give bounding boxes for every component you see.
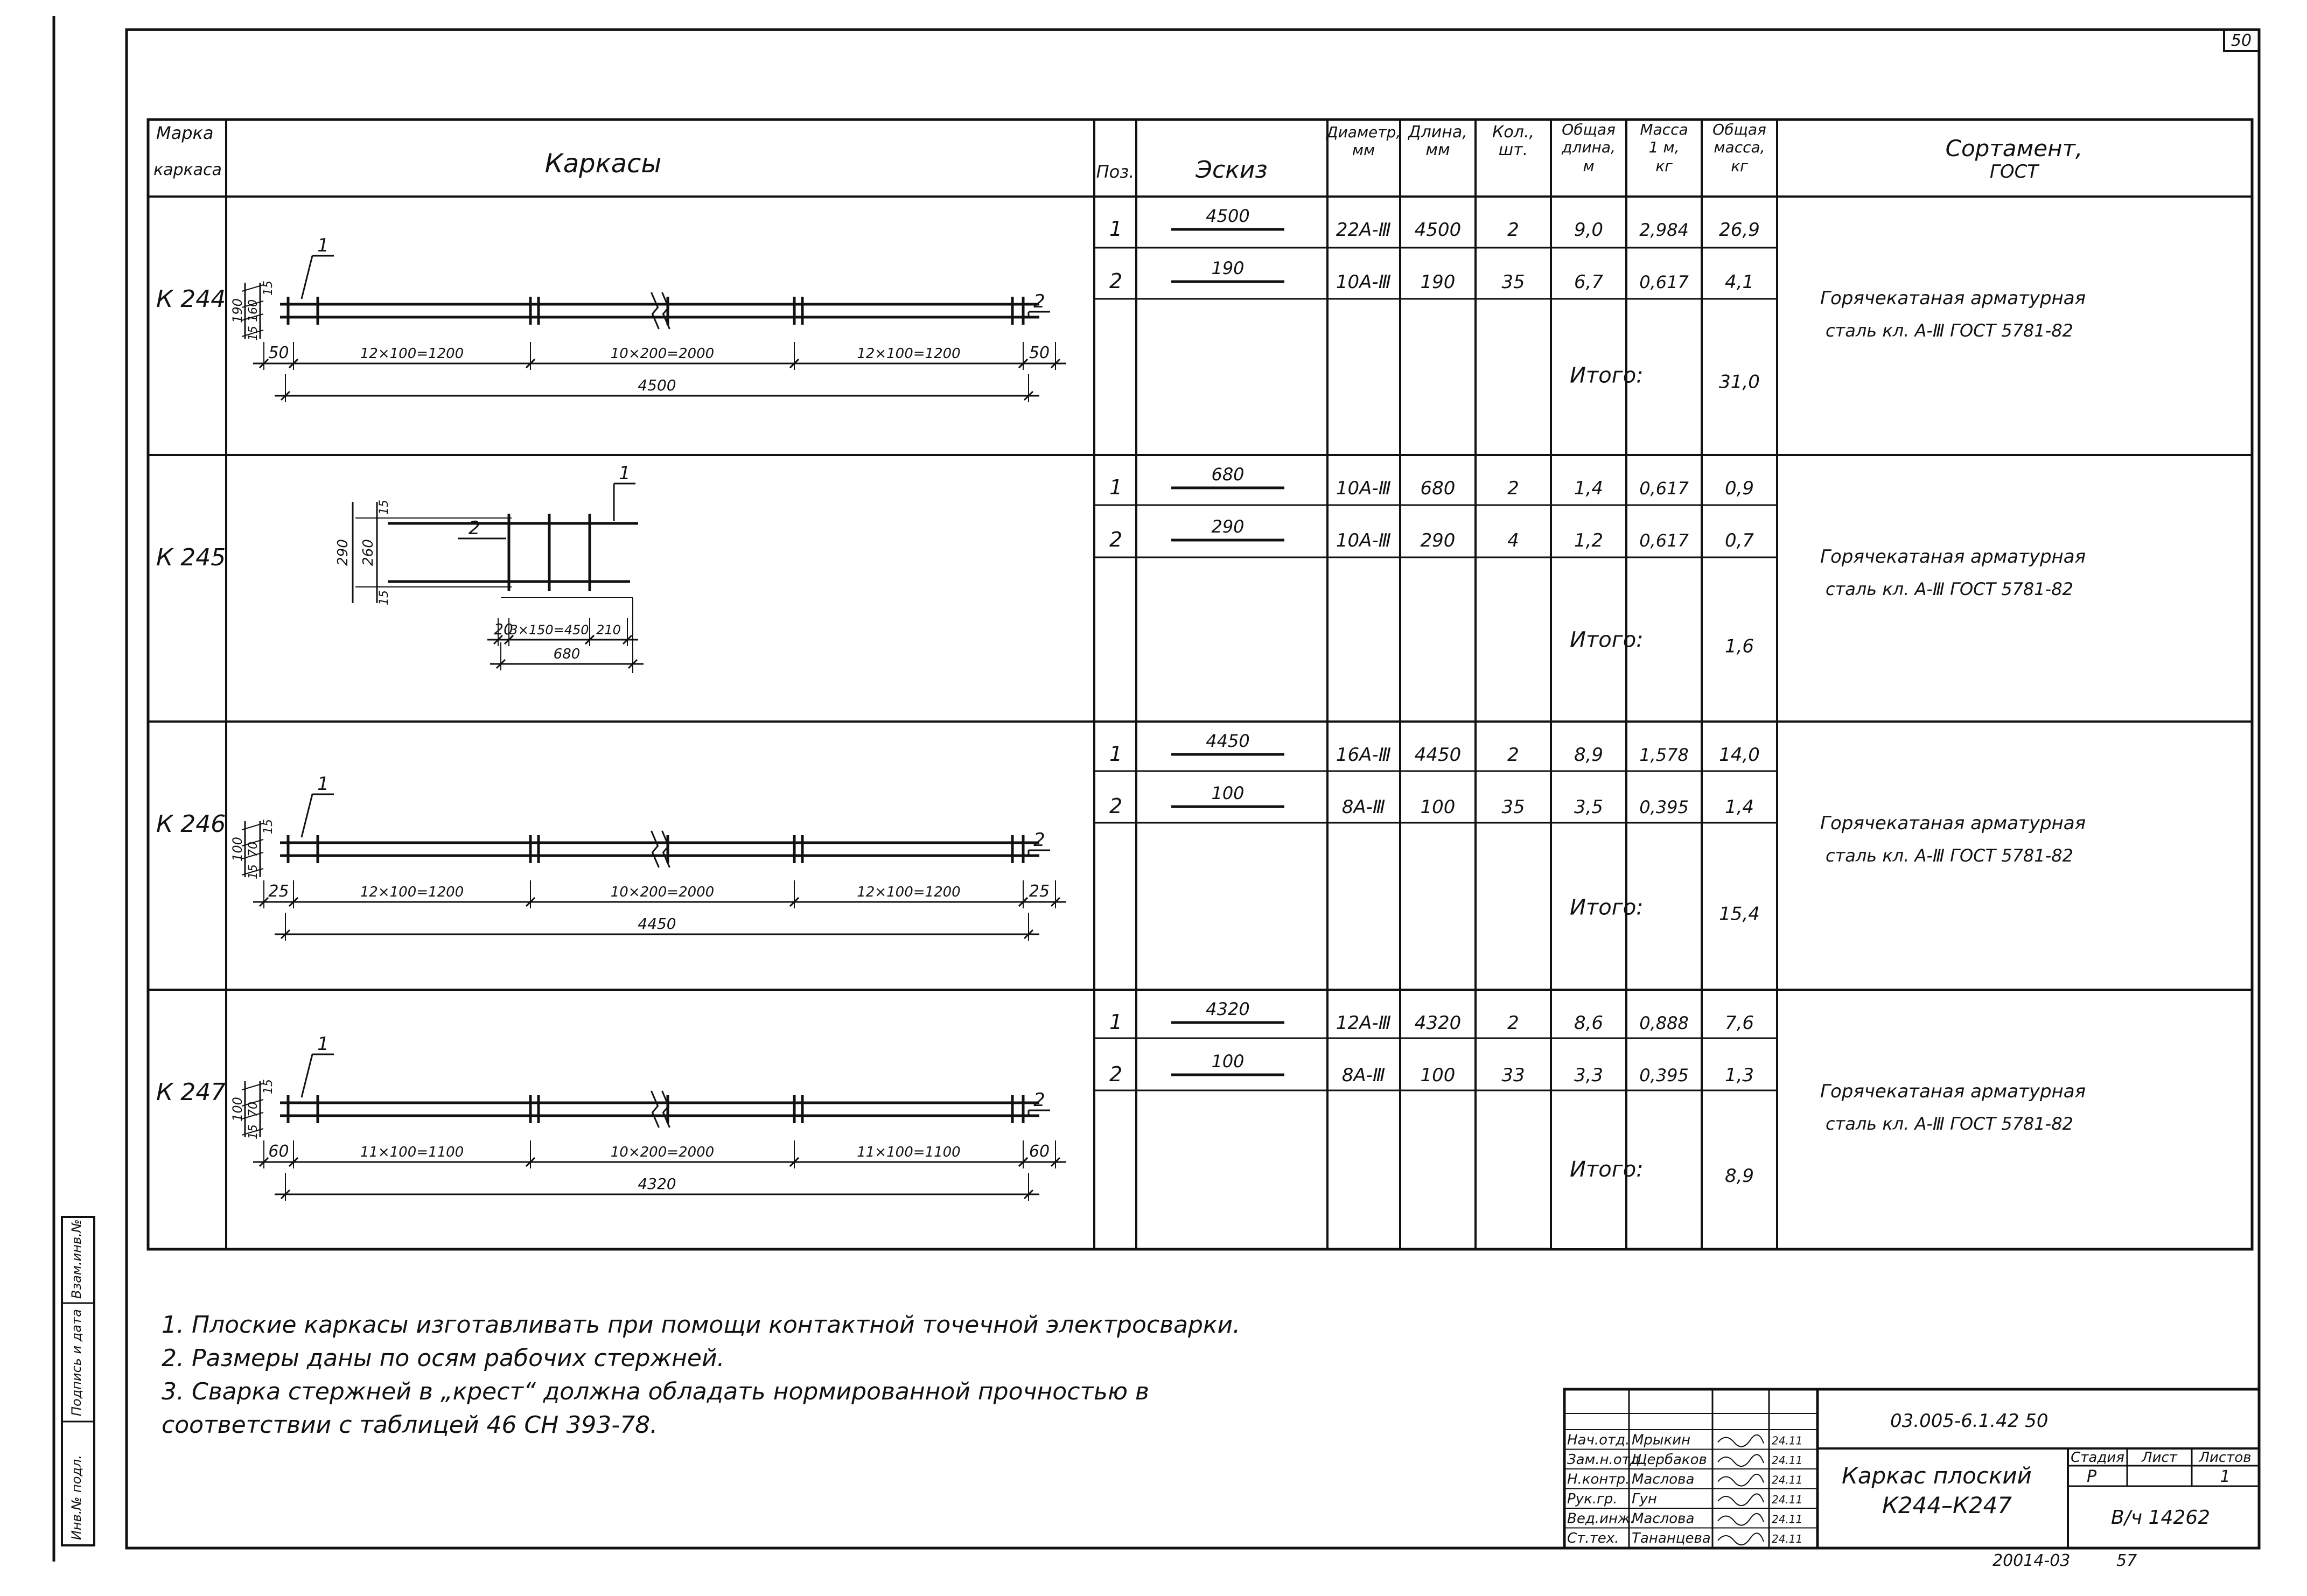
cell-length: 100 xyxy=(1420,1065,1456,1086)
dimension-label: 10×200=2000 xyxy=(610,346,715,362)
dimension-label: 3×150=450 xyxy=(509,622,589,638)
header-assortment-2: ГОСТ xyxy=(1989,161,2039,183)
cell-sketch-label: 190 xyxy=(1211,258,1245,278)
cell-sketch-label: 4450 xyxy=(1206,731,1250,751)
dimension-label: 12×100=1200 xyxy=(360,884,464,900)
dimension-label: 12×100=1200 xyxy=(857,884,961,900)
signature-icon xyxy=(1718,1454,1764,1466)
signature-row xyxy=(1567,1491,1802,1507)
callout-label: 2 xyxy=(469,517,480,539)
cell-diameter: 22А-Ⅲ xyxy=(1336,219,1392,241)
bottom-code: 20014-03 xyxy=(1993,1551,2071,1570)
dimension-label: 12×100=1200 xyxy=(857,346,961,362)
header-mass-2: 1 м, xyxy=(1648,138,1680,156)
spec-row xyxy=(1109,516,1754,551)
assortment-line-1: Горячекатаная арматурная xyxy=(1820,813,2086,834)
header-sketch: Эскиз xyxy=(1196,156,1268,184)
cell-diameter: 10А-Ⅲ xyxy=(1336,271,1392,293)
total-label: Итого: xyxy=(1570,627,1644,653)
cell-length: 100 xyxy=(1420,796,1456,818)
spec-row xyxy=(1109,999,1754,1034)
dim-total: 100 xyxy=(230,1097,245,1122)
dimension xyxy=(520,342,805,370)
role: Ст.тех. xyxy=(1567,1530,1619,1546)
dimension-label: 20 xyxy=(494,620,513,638)
cell-length: 4320 xyxy=(1414,1012,1462,1034)
dim-bot: 15 xyxy=(377,590,391,605)
doc-title-2: К244–К247 xyxy=(1882,1492,2012,1518)
doc-title-1: Каркас плоский xyxy=(1842,1462,2032,1489)
total-mass: 1,6 xyxy=(1724,635,1754,657)
frame-drawing xyxy=(280,1091,1039,1128)
cell-qty: 2 xyxy=(1507,1012,1519,1034)
dim-mid: 70 xyxy=(247,1102,260,1117)
callout-label: 1 xyxy=(317,235,329,256)
signature-row xyxy=(1567,1472,1802,1488)
spec-row xyxy=(1109,258,1754,293)
dimension-label: 11×100=1100 xyxy=(857,1144,961,1160)
cell-pos: 1 xyxy=(1109,475,1123,499)
dimension-label: 210 xyxy=(596,622,621,638)
cell-pos: 1 xyxy=(1109,742,1123,766)
sign-date: 24.11 xyxy=(1772,1513,1803,1526)
sign-date: 24.11 xyxy=(1772,1493,1803,1506)
dim-mid: 160 xyxy=(247,299,260,322)
cell-mass: 0,395 xyxy=(1639,797,1689,817)
role: Нач.отд. xyxy=(1567,1432,1630,1448)
dimension xyxy=(275,1173,1039,1201)
person-name: Маслова xyxy=(1632,1510,1695,1527)
cell-total-mass: 26,9 xyxy=(1719,219,1760,241)
doc-code: 03.005-6.1.42 50 xyxy=(1890,1410,2049,1432)
cell-pos: 1 xyxy=(1109,217,1123,241)
dim-top: 15 xyxy=(262,281,275,296)
dimension-label: 12×100=1200 xyxy=(360,346,464,362)
dimension xyxy=(784,1140,1034,1168)
callout-label: 2 xyxy=(1033,1089,1045,1111)
note-1: 1. Плоские каркасы изготавливать при помощи контактной точечной электросварки. xyxy=(162,1311,1241,1339)
frame-mark: К 244 xyxy=(156,285,226,313)
frame-mark: К 245 xyxy=(156,544,226,571)
header-mass-3: кг xyxy=(1655,157,1673,175)
dimension xyxy=(253,880,304,908)
cell-qty: 2 xyxy=(1507,744,1519,766)
header-total-mass-3: кг xyxy=(1731,157,1748,175)
cell-sketch-label: 290 xyxy=(1211,516,1245,537)
frame-drawing-k245 xyxy=(335,463,644,673)
cell-diameter: 8А-Ⅲ xyxy=(1341,1065,1386,1086)
person-name: Мрыкин xyxy=(1632,1432,1691,1448)
header-total-mass-1: Общая xyxy=(1712,121,1766,138)
assortment-line-1: Горячекатаная арматурная xyxy=(1820,546,2086,568)
dimension-label: 60 xyxy=(268,1142,289,1161)
frame-drawing xyxy=(280,292,1039,329)
person-name: Гун xyxy=(1632,1491,1657,1507)
assortment-line-1: Горячекатаная арматурная xyxy=(1820,288,2086,309)
header-total-mass-2: масса, xyxy=(1714,138,1765,156)
cell-total-mass: 0,7 xyxy=(1724,530,1754,551)
cell-diameter: 12А-Ⅲ xyxy=(1336,1012,1392,1034)
spec-row xyxy=(1109,206,1760,241)
signature-icon xyxy=(1718,1494,1764,1506)
sign-date: 24.11 xyxy=(1772,1532,1803,1545)
org: В/ч 14262 xyxy=(2111,1507,2211,1529)
dim-top: 15 xyxy=(377,500,391,515)
cell-mass: 0,395 xyxy=(1639,1065,1689,1086)
role: Н.контр. xyxy=(1567,1471,1630,1488)
dimension-label: 25 xyxy=(268,882,289,901)
dimension xyxy=(1012,342,1066,370)
dimension-label: 680 xyxy=(553,646,581,662)
sign-date: 24.11 xyxy=(1772,1454,1803,1467)
header-total-length-1: Общая xyxy=(1562,121,1616,138)
cell-mass: 0,617 xyxy=(1639,478,1689,499)
role: Вед.инж. xyxy=(1567,1510,1635,1527)
dimension-label: 50 xyxy=(268,344,289,362)
cell-length: 4500 xyxy=(1414,219,1462,241)
dimension xyxy=(520,880,805,908)
cell-total-length: 9,0 xyxy=(1574,219,1604,241)
vertical-dimensions xyxy=(230,1079,275,1139)
cell-total-mass: 1,4 xyxy=(1724,796,1754,818)
dimension-label: 10×200=2000 xyxy=(610,1144,715,1160)
dim-total: 290 xyxy=(335,539,351,566)
cell-diameter: 10А-Ⅲ xyxy=(1336,530,1392,551)
cell-total-mass: 1,3 xyxy=(1724,1065,1754,1086)
cell-total-mass: 14,0 xyxy=(1719,744,1760,766)
dimension-label: 10×200=2000 xyxy=(610,884,715,900)
spec-row xyxy=(1109,464,1754,499)
dimension xyxy=(283,342,541,370)
frame-drawing xyxy=(280,831,1039,867)
side-label-replace: Взам.инв.№ xyxy=(69,1219,84,1299)
dim-bot: 15 xyxy=(247,1124,260,1139)
total-label: Итого: xyxy=(1570,895,1644,920)
signature-icon xyxy=(1718,1514,1764,1525)
callout-label: 2 xyxy=(1033,291,1045,312)
dimension xyxy=(275,913,1039,941)
sheet-number: 50 xyxy=(2231,31,2252,50)
dimension xyxy=(253,1140,304,1168)
callout-label: 1 xyxy=(619,463,631,484)
note-3-cont: соответствии с таблицей 46 СН 393-78. xyxy=(162,1411,658,1439)
dimension-label: 4450 xyxy=(638,915,676,933)
callout xyxy=(614,463,635,521)
cell-qty: 35 xyxy=(1501,796,1525,818)
cell-total-length: 3,3 xyxy=(1574,1065,1604,1086)
dimension xyxy=(784,342,1034,370)
dimension-label: 60 xyxy=(1029,1142,1050,1161)
cell-diameter: 10А-Ⅲ xyxy=(1336,478,1392,499)
cell-length: 190 xyxy=(1420,271,1456,293)
total-label: Итого: xyxy=(1570,363,1644,388)
cell-sketch-label: 4320 xyxy=(1206,999,1250,1019)
signature-icon xyxy=(1718,1533,1764,1545)
dimension xyxy=(498,618,600,646)
cell-pos: 1 xyxy=(1109,1010,1123,1034)
dimension xyxy=(784,880,1034,908)
header-assortment-1: Сортамент, xyxy=(1945,135,2083,162)
person-name: Тананцева xyxy=(1632,1530,1711,1546)
dim-total: 100 xyxy=(230,837,245,862)
signature-icon xyxy=(1718,1435,1764,1447)
dimension-label: 11×100=1100 xyxy=(360,1144,464,1160)
notes xyxy=(162,1308,1616,1442)
dimension xyxy=(283,880,541,908)
cell-qty: 33 xyxy=(1501,1065,1525,1086)
dim-bot: 15 xyxy=(247,326,260,341)
dim-mid: 260 xyxy=(360,539,376,566)
cell-pos: 2 xyxy=(1109,528,1123,551)
callout xyxy=(302,235,334,299)
assortment-line-2: сталь кл. А-Ⅲ ГОСТ 5781-82 xyxy=(1826,320,2073,341)
cell-total-length: 3,5 xyxy=(1574,796,1604,818)
cell-mass: 0,617 xyxy=(1639,272,1689,292)
dim-top: 15 xyxy=(262,1079,275,1094)
header-frames: Каркасы xyxy=(544,149,662,179)
side-label-inv: Инв.№ подл. xyxy=(69,1455,84,1540)
assortment-line-2: сталь кл. А-Ⅲ ГОСТ 5781-82 xyxy=(1826,579,2073,599)
dimension-label: 4320 xyxy=(638,1175,676,1193)
header-total-length-2: длина, xyxy=(1562,138,1616,156)
assortment-line-2: сталь кл. А-Ⅲ ГОСТ 5781-82 xyxy=(1826,1114,2073,1134)
signature-row xyxy=(1567,1530,1802,1546)
dimension xyxy=(1012,880,1066,908)
cell-total-length: 8,6 xyxy=(1574,1012,1604,1034)
sign-date: 24.11 xyxy=(1772,1473,1803,1487)
header-diameter-2: мм xyxy=(1352,141,1375,159)
cell-diameter: 8А-Ⅲ xyxy=(1341,796,1386,818)
header-total-length-3: м xyxy=(1583,157,1595,175)
cell-length: 680 xyxy=(1420,478,1456,499)
sign-date: 24.11 xyxy=(1772,1434,1803,1447)
dimension xyxy=(253,342,304,370)
bottom-page: 57 xyxy=(2116,1551,2137,1570)
header-mass-1: Масса xyxy=(1640,121,1688,138)
cell-sketch-label: 100 xyxy=(1211,1051,1245,1072)
cell-mass: 0,888 xyxy=(1639,1013,1689,1033)
cell-sketch-label: 4500 xyxy=(1206,206,1250,226)
frame-mark: К 246 xyxy=(156,810,226,838)
vertical-dimensions xyxy=(230,819,275,879)
cell-total-length: 6,7 xyxy=(1574,271,1604,293)
role: Зам.н.отд. xyxy=(1567,1452,1645,1468)
header-length-2: мм xyxy=(1425,141,1450,159)
header-qty-2: шт. xyxy=(1498,141,1528,159)
cell-qty: 35 xyxy=(1501,271,1525,293)
callout-label: 1 xyxy=(317,773,329,795)
stage-label: Стадия xyxy=(2071,1450,2124,1466)
note-3: 3. Сварка стержней в „крест“ должна обладать нормированной прочностью в xyxy=(162,1378,1149,1405)
cell-pos: 2 xyxy=(1109,269,1123,293)
cell-pos: 2 xyxy=(1109,1062,1123,1086)
spec-row xyxy=(1109,783,1754,818)
cell-qty: 2 xyxy=(1507,478,1519,499)
signature-icon xyxy=(1718,1474,1764,1486)
callout-label: 1 xyxy=(317,1033,329,1055)
total-mass: 31,0 xyxy=(1719,371,1760,393)
cell-total-mass: 7,6 xyxy=(1724,1012,1754,1034)
cell-length: 290 xyxy=(1420,530,1456,551)
dim-bot: 15 xyxy=(247,864,260,879)
frame-mark: К 247 xyxy=(156,1079,226,1106)
dimension-label: 25 xyxy=(1029,882,1050,901)
cell-total-mass: 0,9 xyxy=(1724,478,1754,499)
person-name: Маслова xyxy=(1632,1471,1695,1488)
header-diameter-1: Диаметр, xyxy=(1326,123,1401,141)
cell-sketch-label: 680 xyxy=(1211,464,1245,485)
dimension-label: 4500 xyxy=(638,376,676,394)
dimension xyxy=(490,642,644,670)
cell-qty: 4 xyxy=(1507,530,1519,551)
cell-total-mass: 4,1 xyxy=(1724,271,1754,293)
callout xyxy=(302,1033,334,1097)
dimension-label: 50 xyxy=(1029,344,1050,362)
callout xyxy=(302,773,334,837)
dimension xyxy=(520,1140,805,1168)
header-mark-1: Марка xyxy=(156,123,214,143)
cell-mass: 2,984 xyxy=(1639,220,1689,240)
dim-total: 190 xyxy=(230,298,245,323)
dim-mid: 70 xyxy=(247,842,260,857)
table-header xyxy=(153,121,2082,184)
cell-total-length: 1,2 xyxy=(1574,530,1604,551)
total-mass: 15,4 xyxy=(1719,903,1760,925)
sheets-value: 1 xyxy=(2220,1467,2231,1486)
vertical-dimensions xyxy=(230,281,275,341)
total-mass: 8,9 xyxy=(1724,1165,1754,1187)
cell-qty: 2 xyxy=(1507,219,1519,241)
side-label-sign: Подпись и дата xyxy=(69,1309,84,1416)
assortment-line-1: Горячекатаная арматурная xyxy=(1820,1081,2086,1102)
cell-sketch-label: 100 xyxy=(1211,783,1245,803)
dim-top: 15 xyxy=(262,819,275,834)
cell-diameter: 16А-Ⅲ xyxy=(1336,744,1392,766)
signature-row xyxy=(1567,1511,1802,1527)
sheets-label: Листов xyxy=(2199,1450,2252,1466)
cell-mass: 1,578 xyxy=(1639,745,1689,765)
dimension xyxy=(275,374,1039,402)
dimension xyxy=(1012,1140,1066,1168)
cell-total-length: 1,4 xyxy=(1574,478,1604,499)
header-qty-1: Кол., xyxy=(1492,123,1534,142)
cell-mass: 0,617 xyxy=(1639,530,1689,551)
header-pos: Поз. xyxy=(1096,162,1135,182)
stage-value: Р xyxy=(2087,1467,2097,1486)
header-mark-2: каркаса xyxy=(153,160,222,179)
assortment-line-2: сталь кл. А-Ⅲ ГОСТ 5781-82 xyxy=(1826,845,2073,866)
person-name: Щербаков xyxy=(1632,1452,1707,1468)
spec-row xyxy=(1109,731,1760,766)
signature-row xyxy=(1567,1452,1802,1468)
note-2: 2. Размеры даны по осям рабочих стержней. xyxy=(162,1345,725,1372)
callout-label: 2 xyxy=(1033,829,1045,851)
frame-section-2 xyxy=(156,464,2086,657)
dimension xyxy=(283,1140,541,1168)
spec-row xyxy=(1109,1051,1754,1086)
sheet-label: Лист xyxy=(2142,1450,2177,1466)
cell-total-length: 8,9 xyxy=(1574,744,1604,766)
cell-pos: 2 xyxy=(1109,794,1123,818)
total-label: Итого: xyxy=(1570,1157,1644,1182)
role: Рук.гр. xyxy=(1567,1491,1618,1507)
cell-length: 4450 xyxy=(1414,744,1462,766)
header-length-1: Длина, xyxy=(1408,123,1467,142)
